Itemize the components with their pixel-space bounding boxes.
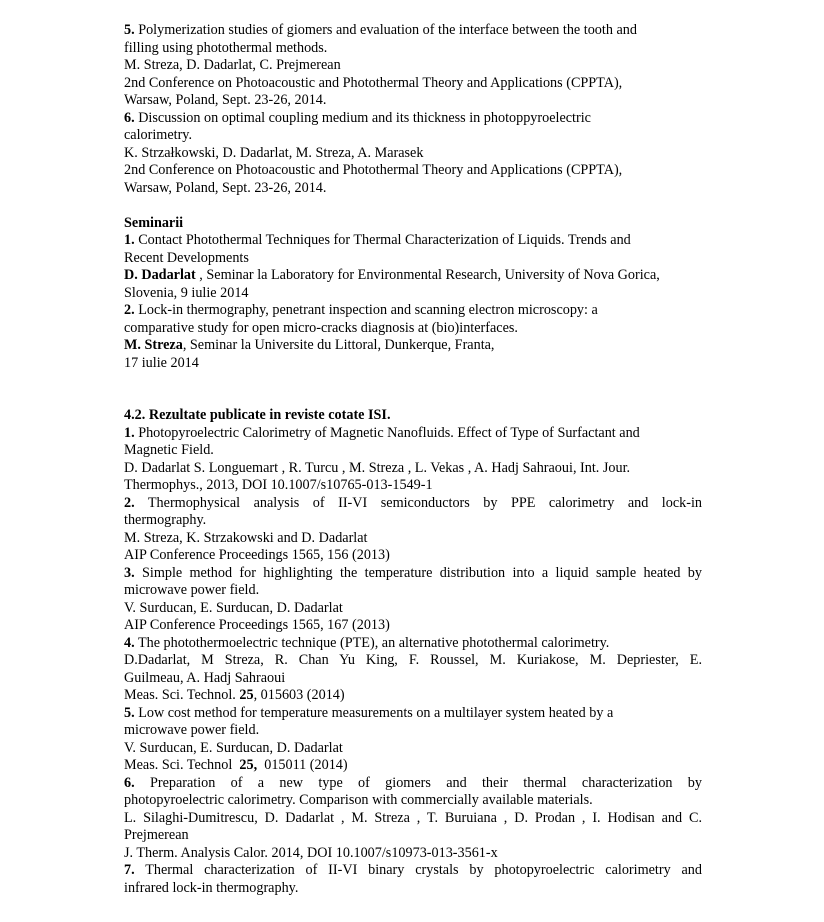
isi-paper-7-title-line2: infrared lock-in thermography. xyxy=(124,879,299,896)
isi-section-heading: 4.2. Rezultate publicate in reviste cotate ISI. xyxy=(124,407,391,423)
isi-paper-1-authors-line2: Thermophys., 2013, DOI 10.1007/s10765-013-1549-1 xyxy=(124,477,433,493)
conf-paper-5-title-line2: filling using photothermal methods. xyxy=(124,39,328,56)
seminar-2-place-line1: M. Streza, Seminar la Universite du Littoral, Dunkerque, Franta, xyxy=(124,337,495,353)
isi-paper-5-journal: Meas. Sci. Technol 25, 015011 (2014) xyxy=(124,757,348,773)
seminar-1-place-line1: D. Dadarlat , Seminar la Laboratory for Environmental Research, University of Nova Gorica, xyxy=(124,267,660,283)
seminar-1-place-line2: Slovenia, 9 iulie 2014 xyxy=(124,284,249,301)
isi-paper-1-title-line2: Magnetic Field. xyxy=(124,442,214,458)
isi-paper-7-title-line1: 7. Thermal characterization of II-VI binary crystals by photopyroelectric calorimetry and xyxy=(124,862,702,878)
isi-paper-4-journal: Meas. Sci. Technol. 25, 015603 (2014) xyxy=(124,687,345,703)
isi-paper-2-journal: AIP Conference Proceedings 1565, 156 (2013) xyxy=(124,547,390,563)
conf-paper-6-title-line1: 6. Discussion on optimal coupling medium and its thickness in photoppyroelectric xyxy=(124,109,591,126)
conf-paper-5-venue-line2: Warsaw, Poland, Sept. 23-26, 2014. xyxy=(124,92,327,108)
isi-paper-4-authors-line2: Guilmeau, A. Hadj Sahraoui xyxy=(124,669,286,686)
conf-paper-5-venue-line1: 2nd Conference on Photoacoustic and Photothermal Theory and Applications (CPPTA), xyxy=(124,74,623,91)
isi-paper-6-title-line2: photopyroelectric calorimetry. Comparison with commercially available materials. xyxy=(124,792,593,808)
isi-paper-5-authors: V. Surducan, E. Surducan, D. Dadarlat xyxy=(124,739,343,756)
conf-paper-6-authors: K. Strzałkowski, D. Dadarlat, M. Streza, A. Marasek xyxy=(124,144,424,161)
isi-paper-6-title-line1: 6. Preparation of a new type of giomers and their thermal characterization by xyxy=(124,774,702,791)
seminar-1-title-line2: Recent Developments xyxy=(124,249,249,266)
seminars-heading: Seminarii xyxy=(124,214,184,231)
isi-paper-4-authors-line1: D.Dadarlat, M Streza, R. Chan Yu King, F. Roussel, M. Kuriakose, M. Depriester, E. xyxy=(124,652,702,668)
isi-paper-3-authors: V. Surducan, E. Surducan, D. Dadarlat xyxy=(124,599,343,616)
isi-paper-1-title-line1: 1. Photopyroelectric Calorimetry of Magnetic Nanofluids. Effect of Type of Surfactant and xyxy=(124,424,640,441)
conf-paper-6-venue-line2: Warsaw, Poland, Sept. 23-26, 2014. xyxy=(124,179,327,196)
isi-paper-3-title-line2: microwave power field. xyxy=(124,582,260,598)
conf-paper-6-venue-line1: 2nd Conference on Photoacoustic and Photothermal Theory and Applications (CPPTA), xyxy=(124,162,623,178)
seminar-2-place-line2: 17 iulie 2014 xyxy=(124,354,199,371)
isi-paper-5-title-line1: 5. Low cost method for temperature measurements on a multilayer system heated by a xyxy=(124,704,614,721)
isi-paper-4-title: 4. The photothermoelectric technique (PTE), an alternative photothermal calorimetry. xyxy=(124,634,610,651)
seminar-2-title-line1: 2. Lock-in thermography, penetrant inspection and scanning electron microscopy: a xyxy=(124,302,598,318)
isi-paper-1-authors-line1: D. Dadarlat S. Longuemart , R. Turcu , M. Streza , L. Vekas , A. Hadj Sahraoui, Int. Jour. xyxy=(124,459,631,476)
isi-paper-6-journal: J. Therm. Analysis Calor. 2014, DOI 10.1007/s10973-013-3561-x xyxy=(124,844,498,861)
isi-paper-2-title-line1: 2. Thermophysical analysis of II-VI semiconductors by PPE calorimetry and lock-in xyxy=(124,494,702,511)
document-page xyxy=(124,22,702,897)
isi-paper-5-title-line2: microwave power field. xyxy=(124,722,260,738)
seminar-2-title-line2: comparative study for open micro-cracks diagnosis at (bio)interfaces. xyxy=(124,319,518,336)
isi-paper-3-title-line1: 3. Simple method for highlighting the temperature distribution into a liquid sample heated by xyxy=(124,564,702,581)
seminar-1-title-line1: 1. Contact Photothermal Techniques for Thermal Characterization of Liquids. Trends and xyxy=(124,232,631,248)
isi-paper-6-authors-line1: L. Silaghi-Dumitrescu, D. Dadarlat , M. Streza , T. Buruiana , D. Prodan , I. Hodisan and C. xyxy=(124,809,702,826)
conf-paper-5-title-line1: 5. Polymerization studies of giomers and evaluation of the interface between the tooth and xyxy=(124,22,637,38)
isi-paper-2-authors: M. Streza, K. Strzakowski and D. Dadarlat xyxy=(124,529,368,546)
conf-paper-6-title-line2: calorimetry. xyxy=(124,127,193,143)
isi-paper-6-authors-line2: Prejmerean xyxy=(124,827,189,843)
isi-paper-2-title-line2: thermography. xyxy=(124,512,207,528)
isi-paper-3-journal: AIP Conference Proceedings 1565, 167 (2013) xyxy=(124,617,390,633)
conf-paper-5-authors: M. Streza, D. Dadarlat, C. Prejmerean xyxy=(124,57,341,73)
